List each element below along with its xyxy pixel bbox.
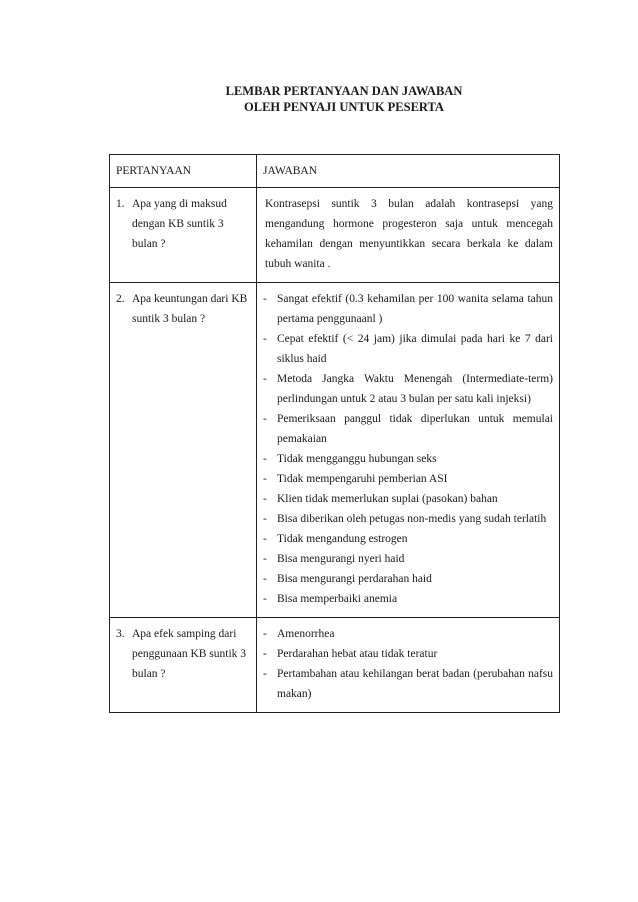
document-title: LEMBAR PERTANYAAN DAN JAWABAN bbox=[225, 84, 463, 98]
list-item bbox=[263, 509, 553, 529]
bullet-dash: - bbox=[263, 573, 267, 585]
bullet-dash: - bbox=[263, 648, 267, 660]
list-item bbox=[263, 644, 553, 664]
question-cell bbox=[110, 283, 257, 618]
list-item-text: Sangat efektif (0.3 kehamilan per 100 wanita selama tahun pertama penggunaanl ) bbox=[277, 293, 553, 325]
list-item bbox=[263, 529, 553, 549]
question-text: Apa yang di maksud dengan KB suntik 3 bulan ? bbox=[132, 198, 227, 250]
list-item-text: Tidak mempengaruhi pemberian ASI bbox=[277, 473, 448, 485]
question-number: 3. bbox=[116, 628, 125, 640]
list-item bbox=[263, 569, 553, 589]
list-item-text: Bisa mengurangi perdarahan haid bbox=[277, 573, 432, 585]
list-item-text: Perdarahan hebat atau tidak teratur bbox=[277, 648, 438, 660]
bullet-dash: - bbox=[263, 373, 267, 385]
list-item-text: Pertambahan atau kehilangan berat badan (perubahan nafsu makan) bbox=[277, 668, 553, 700]
bullet-dash: - bbox=[263, 473, 267, 485]
list-item bbox=[263, 469, 553, 489]
list-item-text: Pemeriksaan panggul tidak diperlukan untuk memulai pemakaian bbox=[277, 413, 553, 445]
table-row bbox=[110, 283, 560, 618]
answer-list bbox=[263, 289, 553, 609]
list-item bbox=[263, 589, 553, 609]
bullet-dash: - bbox=[263, 593, 267, 605]
bullet-dash: - bbox=[263, 668, 267, 680]
question-number: 2. bbox=[116, 293, 125, 305]
question-number: 1. bbox=[116, 198, 125, 210]
question-text: Apa efek samping dari penggunaan KB suntik 3 bulan ? bbox=[132, 628, 247, 680]
list-item-text: Cepat efektif (< 24 jam) jika dimulai pada hari ke 7 dari siklus haid bbox=[277, 333, 553, 365]
answer-list bbox=[263, 624, 553, 704]
list-item bbox=[263, 489, 553, 509]
list-item bbox=[263, 624, 553, 644]
answer-text: Kontrasepsi suntik 3 bulan adalah kontrasepsi yang mengandung hormone progesteron saja untuk mencegah kehamilan dengan menyuntikkan secara berkala ke dalam tubuh wanita . bbox=[265, 198, 553, 270]
list-item-text: Metoda Jangka Waktu Menengah (Intermediate-term) perlindungan untuk 2 atau 3 bulan per satu kali injeksi) bbox=[277, 373, 553, 405]
question-text: Apa keuntungan dari KB suntik 3 bulan ? bbox=[132, 293, 248, 325]
bullet-dash: - bbox=[263, 553, 267, 565]
table-header-row bbox=[110, 155, 560, 188]
header-jawaban: JAWABAN bbox=[257, 155, 560, 188]
table-row bbox=[110, 188, 560, 283]
bullet-dash: - bbox=[263, 513, 267, 525]
qa-table bbox=[109, 154, 560, 713]
document-subtitle: OLEH PENYAJI UNTUK PESERTA bbox=[244, 100, 444, 114]
question-cell bbox=[110, 188, 257, 283]
list-item-text: Bisa mengurangi nyeri haid bbox=[277, 553, 405, 565]
bullet-dash: - bbox=[263, 413, 267, 425]
answer-cell bbox=[257, 618, 560, 713]
list-item-text: Tidak mengganggu hubungan seks bbox=[277, 453, 437, 465]
bullet-dash: - bbox=[263, 293, 267, 305]
list-item bbox=[263, 369, 553, 409]
answer-cell bbox=[257, 283, 560, 618]
bullet-dash: - bbox=[263, 628, 267, 640]
list-item-text: Bisa diberikan oleh petugas non-medis yang sudah terlatih bbox=[277, 513, 547, 525]
list-item bbox=[263, 664, 553, 704]
list-item-text: Klien tidak memerlukan suplai (pasokan) bahan bbox=[277, 493, 498, 505]
list-item-text: Bisa memperbaiki anemia bbox=[277, 593, 398, 605]
answer-cell bbox=[257, 188, 560, 283]
list-item bbox=[263, 409, 553, 449]
list-item bbox=[263, 329, 553, 369]
list-item bbox=[263, 449, 553, 469]
bullet-dash: - bbox=[263, 333, 267, 345]
bullet-dash: - bbox=[263, 533, 267, 545]
list-item-text: Tidak mengandung estrogen bbox=[277, 533, 408, 545]
table-row bbox=[110, 618, 560, 713]
list-item bbox=[263, 289, 553, 329]
bullet-dash: - bbox=[263, 493, 267, 505]
header-pertanyaan: PERTANYAAN bbox=[110, 155, 257, 188]
question-cell bbox=[110, 618, 257, 713]
bullet-dash: - bbox=[263, 453, 267, 465]
list-item-text: Amenorrhea bbox=[277, 628, 335, 640]
list-item bbox=[263, 549, 553, 569]
